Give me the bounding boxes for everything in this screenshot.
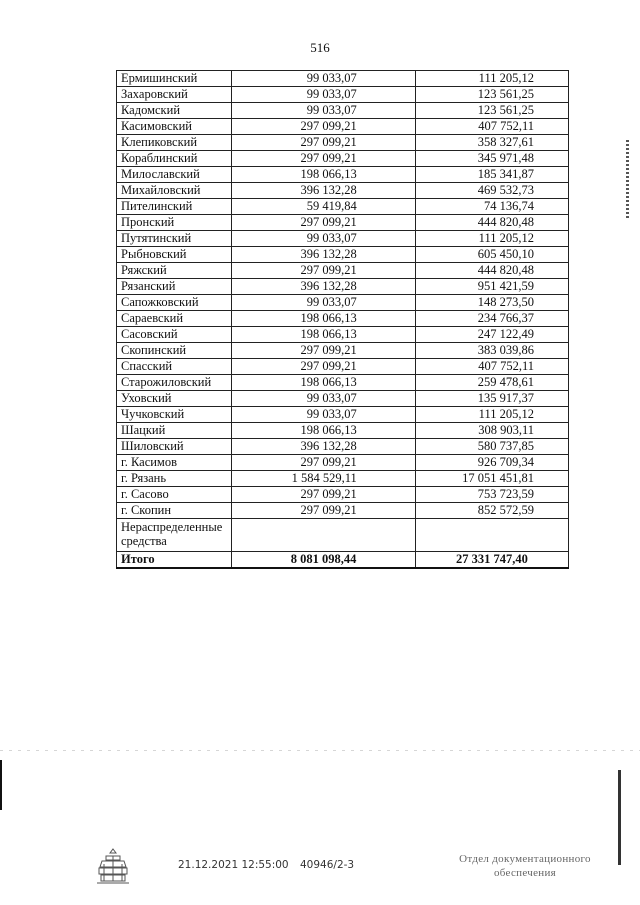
amount-cell-1: 396 132,28 xyxy=(232,279,415,295)
table-row xyxy=(117,471,569,487)
district-name-cell: Кадомский xyxy=(117,103,232,119)
amount-cell-2: 135 917,37 xyxy=(415,391,568,407)
amount-cell-2: 469 532,73 xyxy=(415,183,568,199)
amount-cell-2 xyxy=(415,519,568,552)
amount-cell-2: 123 561,25 xyxy=(415,87,568,103)
district-name-cell: Сараевский xyxy=(117,311,232,327)
table-row xyxy=(117,183,569,199)
scan-left-mark xyxy=(0,760,2,810)
amount-cell-1: 396 132,28 xyxy=(232,183,415,199)
amount-cell-2: 407 752,11 xyxy=(415,119,568,135)
district-name-cell: Ряжский xyxy=(117,263,232,279)
district-name-cell: Уховский xyxy=(117,391,232,407)
amount-cell-1: 198 066,13 xyxy=(232,375,415,391)
district-name-cell: Нераспределенные средства xyxy=(117,519,232,552)
amount-cell-1: 297 099,21 xyxy=(232,263,415,279)
scan-artifact-line xyxy=(0,750,640,751)
amount-cell-2: 234 766,37 xyxy=(415,311,568,327)
amount-cell-1: 59 419,84 xyxy=(232,199,415,215)
district-name-cell: Клепиковский xyxy=(117,135,232,151)
budget-table xyxy=(116,70,569,569)
department-stamp xyxy=(440,852,610,880)
amount-cell-1: 396 132,28 xyxy=(232,439,415,455)
amount-cell-2: 345 971,48 xyxy=(415,151,568,167)
amount-cell-2: 123 561,25 xyxy=(415,103,568,119)
district-name-cell: г. Касимов xyxy=(117,455,232,471)
district-name-cell: Шацкий xyxy=(117,423,232,439)
district-name-cell: г. Скопин xyxy=(117,503,232,519)
stamp-line-1: Отдел документационного xyxy=(459,853,591,865)
table-row xyxy=(117,327,569,343)
district-name-cell: Путятинский xyxy=(117,231,232,247)
amount-cell-1: 297 099,21 xyxy=(232,135,415,151)
table-row xyxy=(117,455,569,471)
scan-edge-mark xyxy=(618,770,621,865)
table-row xyxy=(117,295,569,311)
emblem-logo-icon xyxy=(92,846,134,888)
scan-edge-barcode xyxy=(626,140,629,220)
table-row xyxy=(117,343,569,359)
amount-cell-2: 247 122,49 xyxy=(415,327,568,343)
district-name-cell: Спасский xyxy=(117,359,232,375)
amount-cell-2: 111 205,12 xyxy=(415,71,568,87)
total-label-cell: Итого xyxy=(117,552,232,569)
footer-datetime: 21.12.2021 12:55:00 xyxy=(178,859,289,871)
table-row xyxy=(117,519,569,552)
table-row xyxy=(117,503,569,519)
amount-cell-2: 358 327,61 xyxy=(415,135,568,151)
district-name-cell: Ермишинский xyxy=(117,71,232,87)
amount-cell-1: 99 033,07 xyxy=(232,87,415,103)
total-row xyxy=(117,552,569,569)
amount-cell-1: 99 033,07 xyxy=(232,71,415,87)
amount-cell-2: 148 273,50 xyxy=(415,295,568,311)
table-row xyxy=(117,151,569,167)
district-name-cell: Чучковский xyxy=(117,407,232,423)
table-row xyxy=(117,103,569,119)
table-row xyxy=(117,359,569,375)
amount-cell-1: 297 099,21 xyxy=(232,151,415,167)
amount-cell-2: 407 752,11 xyxy=(415,359,568,375)
amount-cell-1 xyxy=(232,519,415,552)
amount-cell-2: 926 709,34 xyxy=(415,455,568,471)
amount-cell-1: 297 099,21 xyxy=(232,359,415,375)
amount-cell-1: 198 066,13 xyxy=(232,311,415,327)
district-name-cell: Рыбновский xyxy=(117,247,232,263)
amount-cell-2: 753 723,59 xyxy=(415,487,568,503)
table-row xyxy=(117,135,569,151)
amount-cell-2: 383 039,86 xyxy=(415,343,568,359)
amount-cell-2: 444 820,48 xyxy=(415,215,568,231)
amount-cell-2: 951 421,59 xyxy=(415,279,568,295)
amount-cell-1: 99 033,07 xyxy=(232,231,415,247)
district-name-cell: Шиловский xyxy=(117,439,232,455)
amount-cell-1: 297 099,21 xyxy=(232,119,415,135)
amount-cell-1: 297 099,21 xyxy=(232,343,415,359)
district-name-cell: Кораблинский xyxy=(117,151,232,167)
amount-cell-1: 198 066,13 xyxy=(232,167,415,183)
amount-cell-2: 580 737,85 xyxy=(415,439,568,455)
amount-cell-2: 74 136,74 xyxy=(415,199,568,215)
amount-cell-2: 852 572,59 xyxy=(415,503,568,519)
district-name-cell: г. Рязань xyxy=(117,471,232,487)
amount-cell-1: 99 033,07 xyxy=(232,391,415,407)
page-number: 516 xyxy=(310,40,330,55)
district-name-cell: Сасовский xyxy=(117,327,232,343)
table-row xyxy=(117,279,569,295)
table-body xyxy=(117,71,569,569)
total-amount-cell-1: 8 081 098,44 xyxy=(232,552,415,569)
table-row xyxy=(117,375,569,391)
district-name-cell: Милославский xyxy=(117,167,232,183)
table-row xyxy=(117,167,569,183)
footer-document-code: 40946/2-3 xyxy=(300,859,355,871)
district-name-cell: Рязанский xyxy=(117,279,232,295)
amount-cell-1: 297 099,21 xyxy=(232,215,415,231)
amount-cell-2: 185 341,87 xyxy=(415,167,568,183)
table-row xyxy=(117,119,569,135)
amount-cell-2: 259 478,61 xyxy=(415,375,568,391)
table-row xyxy=(117,311,569,327)
amount-cell-2: 17 051 451,81 xyxy=(415,471,568,487)
amount-cell-1: 297 099,21 xyxy=(232,487,415,503)
amount-cell-2: 605 450,10 xyxy=(415,247,568,263)
amount-cell-1: 396 132,28 xyxy=(232,247,415,263)
amount-cell-2: 111 205,12 xyxy=(415,407,568,423)
district-name-cell: Сапожковский xyxy=(117,295,232,311)
table-row xyxy=(117,71,569,87)
district-name-cell: Пронский xyxy=(117,215,232,231)
table-row xyxy=(117,247,569,263)
district-name-cell: Скопинский xyxy=(117,343,232,359)
amount-cell-1: 99 033,07 xyxy=(232,103,415,119)
amount-cell-1: 297 099,21 xyxy=(232,503,415,519)
table-row xyxy=(117,263,569,279)
total-amount-cell-2: 27 331 747,40 xyxy=(415,552,568,569)
amount-cell-1: 1 584 529,11 xyxy=(232,471,415,487)
amount-cell-1: 99 033,07 xyxy=(232,295,415,311)
amount-cell-2: 308 903,11 xyxy=(415,423,568,439)
amount-cell-1: 198 066,13 xyxy=(232,423,415,439)
table-row xyxy=(117,391,569,407)
table-row xyxy=(117,199,569,215)
amount-cell-2: 111 205,12 xyxy=(415,231,568,247)
amount-cell-1: 198 066,13 xyxy=(232,327,415,343)
district-name-cell: Старожиловский xyxy=(117,375,232,391)
amount-cell-1: 99 033,07 xyxy=(232,407,415,423)
district-name-cell: Пителинский xyxy=(117,199,232,215)
stamp-line-2: обеспечения xyxy=(493,867,557,879)
district-name-cell: Касимовский xyxy=(117,119,232,135)
amount-cell-1: 297 099,21 xyxy=(232,455,415,471)
table-row xyxy=(117,407,569,423)
amount-cell-2: 444 820,48 xyxy=(415,263,568,279)
table-row xyxy=(117,87,569,103)
district-name-cell: Захаровский xyxy=(117,87,232,103)
table-row xyxy=(117,215,569,231)
table-row xyxy=(117,423,569,439)
table-row xyxy=(117,231,569,247)
table-row xyxy=(117,439,569,455)
district-name-cell: г. Сасово xyxy=(117,487,232,503)
table-row xyxy=(117,487,569,503)
district-name-cell: Михайловский xyxy=(117,183,232,199)
